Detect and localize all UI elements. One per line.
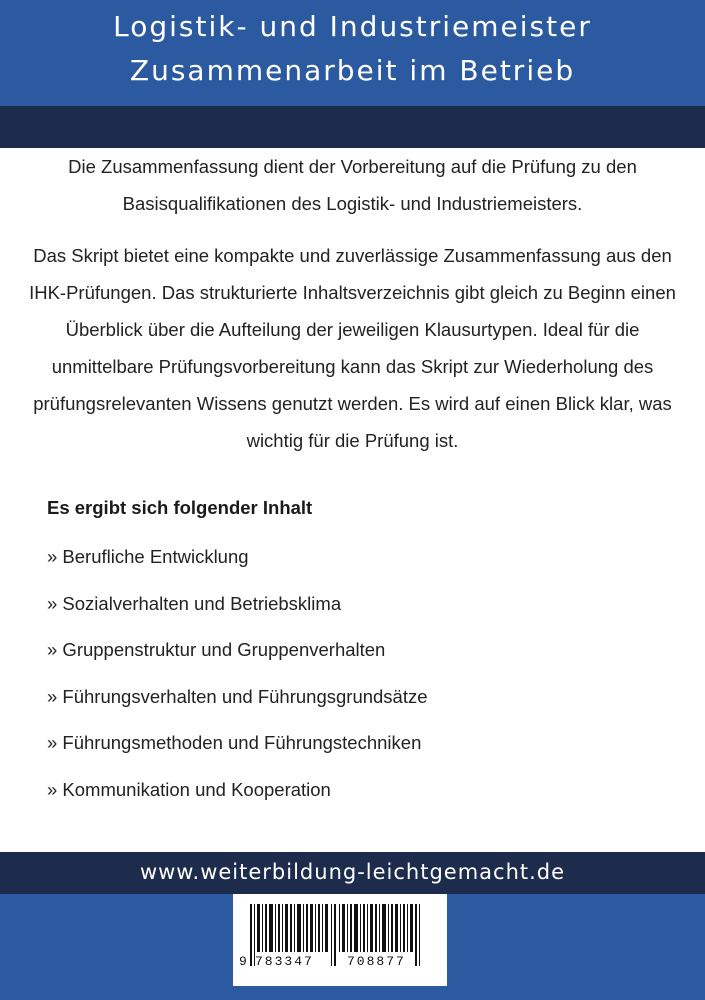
book-title: Logistik- und Industriemeister: [113, 10, 592, 43]
list-item: » Führungsmethoden und Führungstechniken: [47, 732, 422, 753]
contents-heading: Es ergibt sich folgender Inhalt: [47, 497, 313, 518]
header-band: [0, 0, 705, 106]
contents-list: [47, 540, 428, 819]
list-item: » Kommunikation und Kooperation: [47, 778, 331, 800]
barcode-first-digit: 9: [239, 954, 247, 969]
intro-paragraph-1: Die Zusammenfassung dient der Vorbereitung auf die Prüfung zu den Basisqualifikationen des Logistik- und Industriemeisters.: [68, 156, 637, 214]
list-item: » Führungsverhalten und Führungsgrundsätze: [47, 685, 428, 707]
footer-band: [0, 852, 705, 894]
list-item: » Sozialverhalten und Betriebsklima: [47, 592, 342, 614]
barcode-right-digits: 708877: [347, 954, 406, 969]
barcode: [233, 894, 447, 986]
website-url: www.weiterbildung-leichtgemacht.de: [139, 860, 566, 884]
header-divider-band: [0, 106, 705, 148]
list-item: » Gruppenstruktur und Gruppenverhalten: [47, 639, 386, 660]
book-subtitle: Zusammenarbeit im Betrieb: [129, 54, 576, 87]
barcode-left-digits: 783347: [255, 954, 314, 969]
intro-paragraph-2: Das Skript bietet eine kompakte und zuverlässige Zusammenfassung aus den IHK-Prüfungen. Das strukturierte Inhaltsverzeichnis gibt gleich zu Beginn einen Überblick über die Aufteilung der jeweiligen Klausurtypen. Ideal für die unmittelbare Prüfungsvorbereitung kann das Skript zur Wiederholung des prüfungsrelevanten Wissens genutzt werden. Es wird auf einen Blick klar, was wichtig für die Prüfung ist.: [29, 245, 676, 451]
list-item: » Berufliche Entwicklung: [47, 546, 249, 567]
